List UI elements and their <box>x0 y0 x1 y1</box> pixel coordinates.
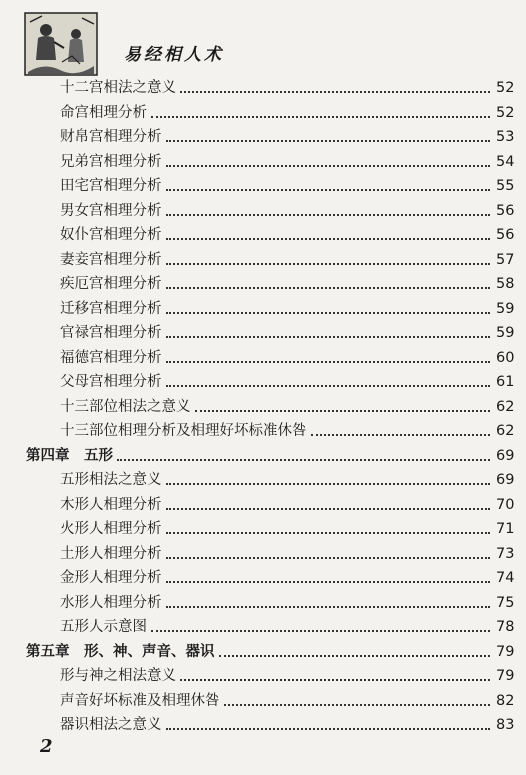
toc-entry[interactable] <box>0 713 526 735</box>
toc-entry-page: 54 <box>496 153 515 170</box>
dot-leader <box>151 630 490 632</box>
toc-entry[interactable] <box>0 297 526 319</box>
dot-leader <box>151 116 490 118</box>
toc-entry-page: 55 <box>496 178 515 194</box>
dot-leader <box>166 189 491 191</box>
toc-entry-title: 迁移宫相理分析 <box>60 300 162 317</box>
book-title: 易经相人术 <box>124 45 224 65</box>
toc-entry[interactable] <box>0 395 526 417</box>
toc-entry-page: 53 <box>496 129 515 145</box>
toc-entry-page: 52 <box>496 80 515 96</box>
toc-entry-title: 男女宫相理分析 <box>60 202 162 219</box>
dot-leader <box>166 483 491 485</box>
dot-leader <box>166 532 491 534</box>
toc-entry-page: 70 <box>496 496 515 513</box>
toc-chapter-entry[interactable] <box>0 640 526 662</box>
toc-entry-page: 60 <box>496 349 515 366</box>
dot-leader <box>166 312 491 314</box>
toc-entry-page: 75 <box>496 594 515 611</box>
toc-entry-title: 田宅宫相理分析 <box>60 178 162 194</box>
toc-entry-title: 奴仆宫相理分析 <box>60 227 162 243</box>
dot-leader <box>166 508 491 510</box>
toc-entry-page: 62 <box>496 398 515 415</box>
toc-entry[interactable] <box>0 321 526 343</box>
dot-leader <box>180 91 490 93</box>
toc-entry[interactable] <box>0 542 526 564</box>
toc-entry[interactable] <box>0 517 526 539</box>
toc-entry-title: 火形人相理分析 <box>60 521 162 537</box>
dot-leader <box>166 238 491 240</box>
dot-leader <box>219 655 491 657</box>
toc-entry-title: 土形人相理分析 <box>60 545 162 562</box>
toc-entry-title: 五形人示意图 <box>60 619 147 635</box>
toc-entry-title: 疾厄宫相理分析 <box>60 276 162 292</box>
dot-leader <box>117 459 490 461</box>
toc-entry-page: 82 <box>496 692 515 709</box>
dot-leader <box>311 434 491 436</box>
dot-leader <box>166 287 491 289</box>
dot-leader <box>166 581 491 583</box>
toc-entry-title: 声音好坏标准及相理休咎 <box>60 692 220 709</box>
running-header <box>24 12 504 76</box>
dot-leader <box>166 336 491 338</box>
toc-entry-title: 第四章 五形 <box>26 446 113 464</box>
toc-entry[interactable] <box>0 125 526 147</box>
toc-entry-title: 器识相法之意义 <box>60 717 162 733</box>
toc-entry[interactable] <box>0 199 526 221</box>
toc-entry-page: 69 <box>496 472 515 488</box>
toc-entry[interactable] <box>0 346 526 368</box>
dot-leader <box>166 165 491 167</box>
toc-entry-page: 58 <box>496 276 515 292</box>
toc-entry-title: 命宫相理分析 <box>60 104 147 121</box>
toc-entry[interactable] <box>0 76 526 98</box>
toc-entry-page: 56 <box>496 227 515 243</box>
toc-entry-page: 57 <box>496 251 515 268</box>
toc-entry-title: 财帛宫相理分析 <box>60 129 162 145</box>
toc-entry-page: 61 <box>496 374 515 390</box>
dot-leader <box>166 728 491 730</box>
toc-entry-title: 十三部位相法之意义 <box>60 398 191 415</box>
toc-entry-title: 十三部位相理分析及相理好坏标准休咎 <box>60 423 307 439</box>
toc-entry-page: 56 <box>496 202 515 219</box>
toc-entry-title: 金形人相理分析 <box>60 570 162 586</box>
toc-entry[interactable] <box>0 419 526 441</box>
page-number: 2 <box>40 736 53 757</box>
toc-entry-page: 59 <box>496 325 515 341</box>
toc-entry-title: 第五章 形、神、声音、器识 <box>26 642 215 660</box>
toc-chapter-entry[interactable] <box>0 444 526 466</box>
toc-entry[interactable] <box>0 272 526 294</box>
dot-leader <box>166 263 491 265</box>
toc-entry[interactable] <box>0 591 526 613</box>
toc-entry[interactable] <box>0 223 526 245</box>
dot-leader <box>166 606 491 608</box>
toc-entry-page: 73 <box>496 545 515 562</box>
toc-entry-page: 62 <box>496 423 515 439</box>
toc-entry[interactable] <box>0 566 526 588</box>
toc-entry[interactable] <box>0 174 526 196</box>
dot-leader <box>166 385 491 387</box>
dot-leader <box>195 410 491 412</box>
toc-entry-title: 官禄宫相理分析 <box>60 325 162 341</box>
toc-entry-title: 水形人相理分析 <box>60 594 162 611</box>
toc-entry-page: 78 <box>496 619 515 635</box>
toc-entry-title: 木形人相理分析 <box>60 496 162 513</box>
toc-entry-title: 五形相法之意义 <box>60 472 162 488</box>
toc-entry[interactable] <box>0 664 526 686</box>
dot-leader <box>166 557 491 559</box>
toc-entry[interactable] <box>0 615 526 637</box>
toc-entry-title: 兄弟宫相理分析 <box>60 153 162 170</box>
toc-entry[interactable] <box>0 248 526 270</box>
toc-entry-title: 福德宫相理分析 <box>60 349 162 366</box>
toc-entry-page: 79 <box>496 668 515 684</box>
toc-entry-page: 59 <box>496 300 515 317</box>
toc-entry-page: 79 <box>496 643 515 660</box>
toc-entry-page: 52 <box>496 104 515 121</box>
toc-entry-title: 十二宫相法之意义 <box>60 80 176 96</box>
toc-entry-title: 妻妾宫相理分析 <box>60 251 162 268</box>
toc-entry-page: 69 <box>496 447 515 464</box>
toc-entry[interactable] <box>0 493 526 515</box>
woodcut-figures-icon <box>24 12 98 76</box>
dot-leader <box>166 214 491 216</box>
toc-entry-title: 形与神之相法意义 <box>60 668 176 684</box>
toc-entry-title: 父母宫相理分析 <box>60 374 162 390</box>
dot-leader <box>180 679 490 681</box>
toc-entry[interactable] <box>0 370 526 392</box>
toc-entry-page: 71 <box>496 521 515 537</box>
toc-entry[interactable] <box>0 150 526 172</box>
toc-entry[interactable] <box>0 101 526 123</box>
toc-entry-page: 83 <box>496 717 515 733</box>
dot-leader <box>224 704 491 706</box>
dot-leader <box>166 140 491 142</box>
toc-entry[interactable] <box>0 689 526 711</box>
toc-entry-page: 74 <box>496 570 515 586</box>
dot-leader <box>166 361 491 363</box>
toc-entry[interactable] <box>0 468 526 490</box>
